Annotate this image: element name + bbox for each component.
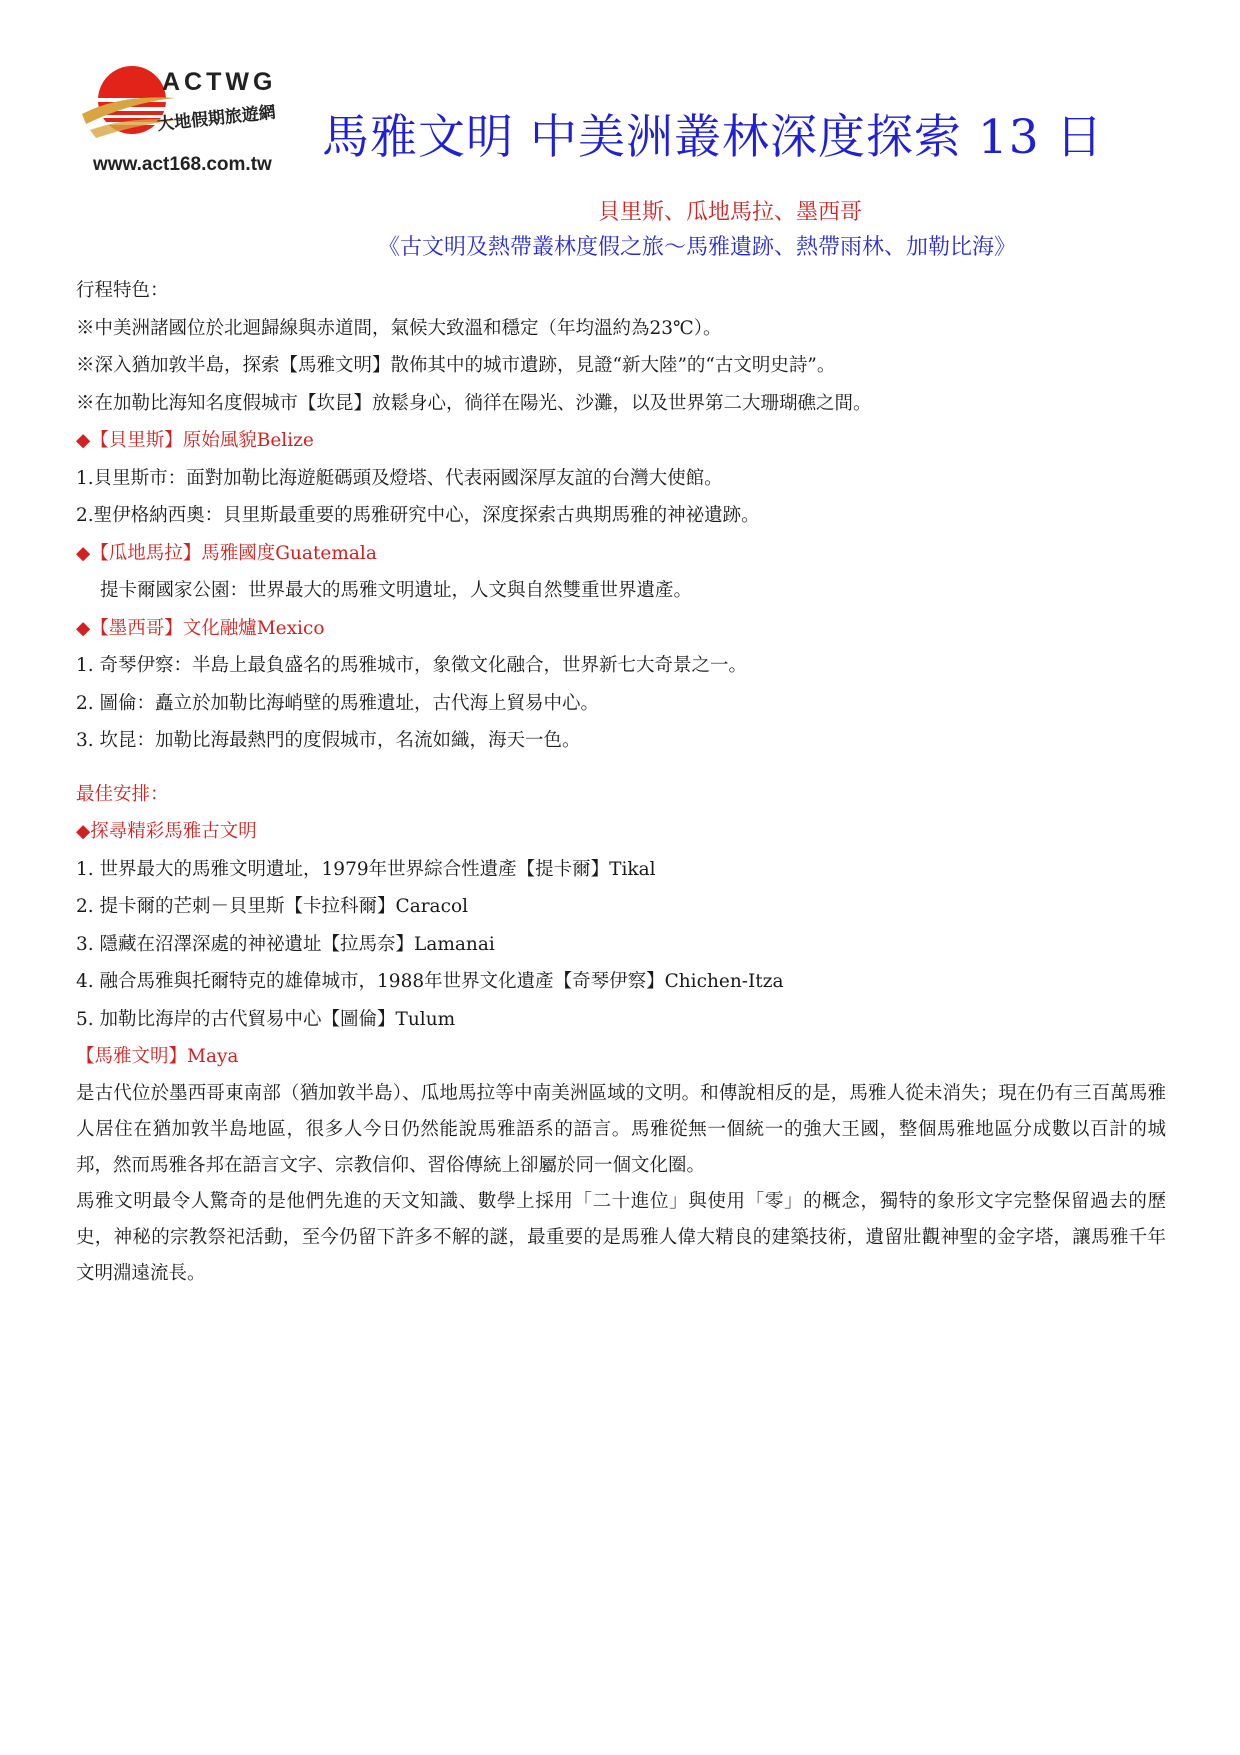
document-body: [76, 272, 1166, 1292]
belize-heading: ◆【貝里斯】原始風貌Belize: [76, 430, 314, 451]
maya-heading: 【馬雅文明】Maya: [76, 1046, 239, 1067]
website-url[interactable]: www.act168.com.tw: [93, 154, 272, 175]
company-logo: [80, 58, 310, 180]
arrangement-heading: 最佳安排：: [76, 783, 169, 805]
feature-item: ※中美洲諸國位於北迴歸線與赤道間，氣候大致溫和穩定（年均溫約為23℃）。: [76, 317, 722, 339]
page-title: 馬雅文明 中美洲叢林深度探索 13 日: [322, 110, 1104, 165]
features-heading: 行程特色：: [76, 280, 169, 301]
arrangement-item: 3. 隱藏在沼澤深處的神祕遺址【拉馬奈】Lamanai: [76, 933, 495, 955]
arrangement-item: 2. 提卡爾的芒刺－貝里斯【卡拉科爾】Caracol: [76, 896, 469, 917]
mexico-item: 1. 奇琴伊察：半島上最負盛名的馬雅城市，象徵文化融合，世界新七大奇景之一。: [76, 655, 748, 676]
arrangement-subheading: ◆探尋精彩馬雅古文明: [76, 821, 257, 842]
belize-item: 1.貝里斯市：面對加勒比海遊艇碼頭及燈塔、代表兩國深厚友誼的台灣大使館。: [76, 467, 723, 489]
maya-paragraph: 是古代位於墨西哥東南部（猶加敦半島）、瓜地馬拉等中南美洲區域的文明。和傳說相反的是，馬雅人從未消失；現在仍有三百萬馬雅人居住在猶加敦半島地區，很多人今日仍然能說馬雅語系的語言。馬雅從無一個統一的強大王國，整個馬雅地區分成數以百計的城邦，然而馬雅各邦在語言文字、宗教信仰、習俗傳統上卻屬於同一個文化圈。: [76, 1082, 1166, 1176]
maya-paragraph: 馬雅文明最令人驚奇的是他們先進的天文知識、數學上採用「二十進位」與使用「零」的概念，獨特的象形文字完整保留過去的歷史，神秘的宗教祭祀活動，至今仍留下許多不解的謎，最重要的是馬雅人偉大精良的建築技術，遺留壯觀神聖的金字塔，讓馬雅千年文明淵遠流長。: [76, 1190, 1166, 1284]
arrangement-item: 4. 融合馬雅與托爾特克的雄偉城市，1988年世界文化遺產【奇琴伊察】Chichen-Itza: [76, 971, 784, 992]
arrangement-item: 1. 世界最大的馬雅文明遺址，1979年世界綜合性遺產【提卡爾】Tikal: [76, 858, 656, 880]
feature-item: ※深入猶加敦半島，探索【馬雅文明】散佈其中的城市遺跡，見證“新大陸”的“古文明史詩”。: [76, 355, 836, 376]
belize-item: 2.聖伊格納西奧：貝里斯最重要的馬雅研究中心，深度探索古典期馬雅的神祕遺跡。: [76, 505, 760, 526]
guatemala-item: 提卡爾國家公園：世界最大的馬雅文明遺址，人文與自然雙重世界遺產。: [100, 580, 693, 601]
mexico-heading: ◆【墨西哥】文化融爐Mexico: [76, 617, 325, 639]
guatemala-heading: ◆【瓜地馬拉】馬雅國度Guatemala: [76, 542, 377, 564]
brand-name-zh: 大地假期旅遊網: [156, 102, 277, 135]
countries-subtitle: 貝里斯、瓜地馬拉、墨西哥: [598, 200, 863, 225]
mexico-item: 2. 圖倫：矗立於加勒比海峭壁的馬雅遺址，古代海上貿易中心。: [76, 692, 600, 714]
brand-name-en: ACTWG: [162, 68, 277, 96]
feature-item: ※在加勒比海知名度假城市【坎昆】放鬆身心，徜徉在陽光、沙灘，以及世界第二大珊瑚礁之間。: [76, 392, 872, 414]
arrangement-item: 5. 加勒比海岸的古代貿易中心【圖倫】Tulum: [76, 1008, 456, 1030]
mexico-item: 3. 坎昆：加勒比海最熱門的度假城市，名流如織，海天一色。: [76, 730, 581, 751]
tour-tagline: 《古文明及熱帶叢林度假之旅～馬雅遺跡、熱帶雨林、加勒比海》: [378, 235, 1017, 260]
